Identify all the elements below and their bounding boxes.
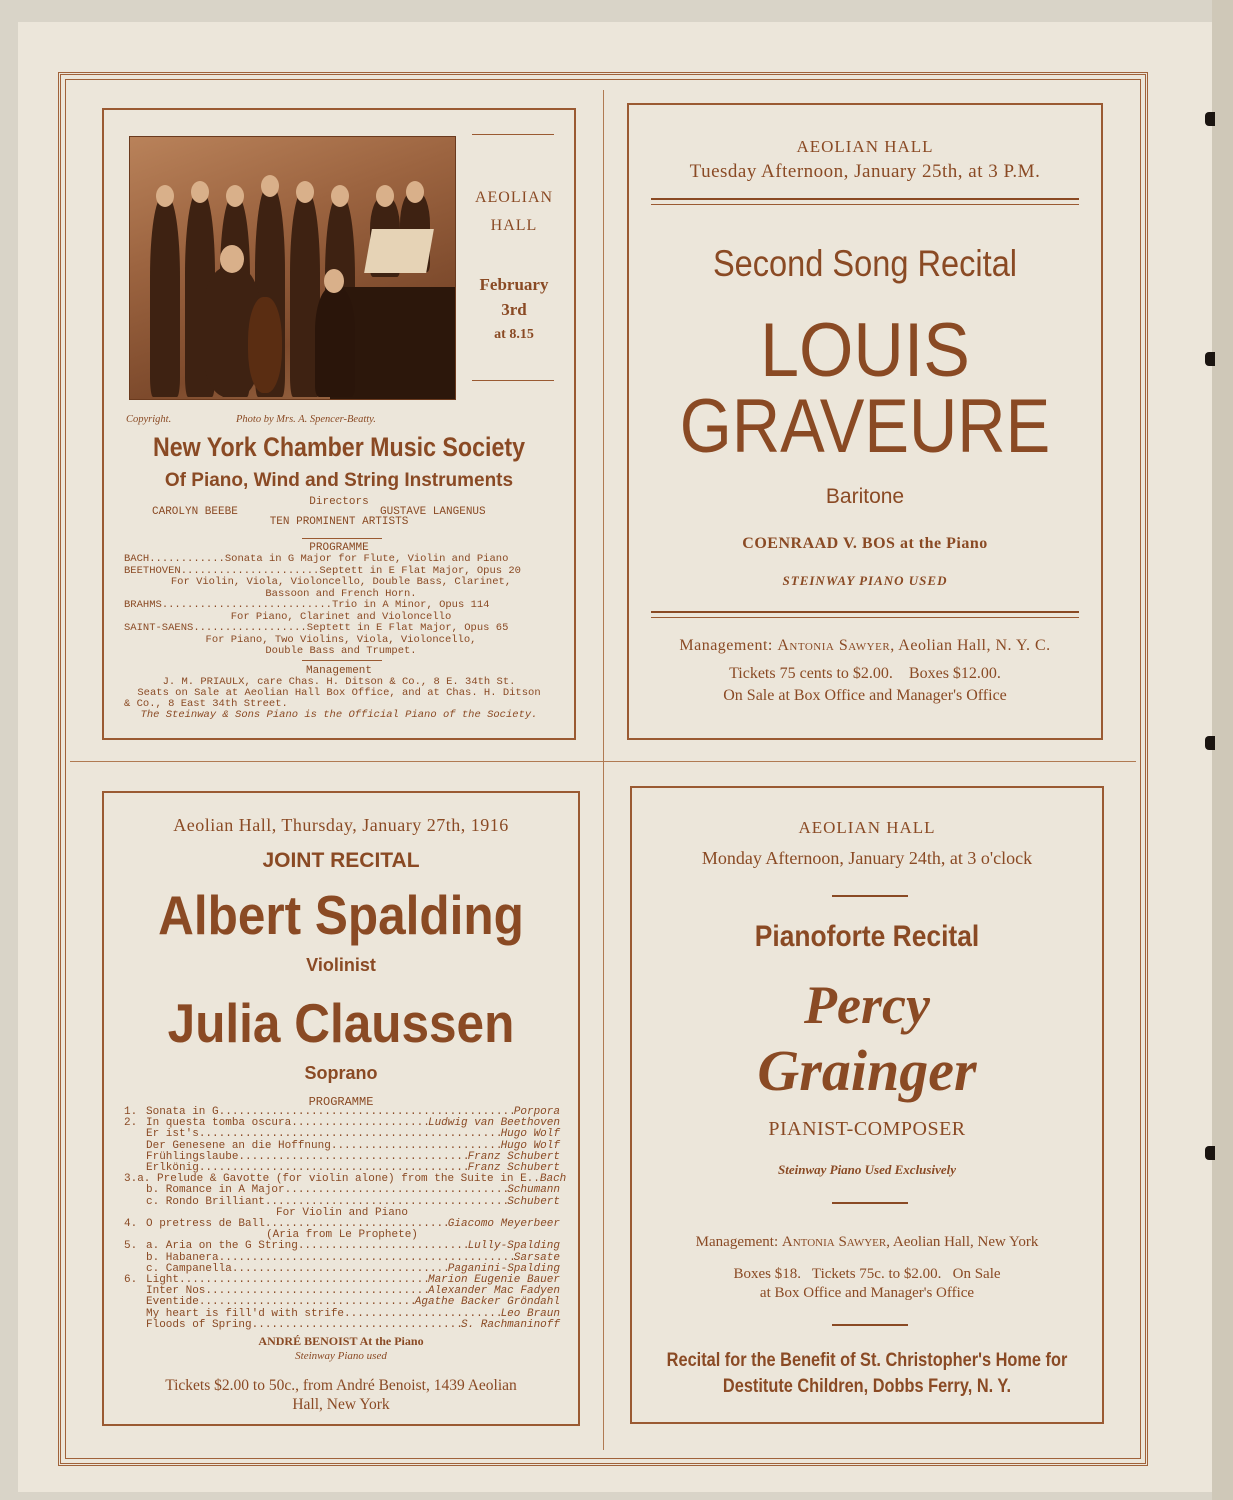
composer: Agathe Backer Gröndahl: [414, 1296, 560, 1309]
programme-list: [124, 554, 558, 658]
event-title: Pianoforte Recital: [754, 920, 980, 953]
work-title: Sonata in G: [146, 1106, 219, 1118]
work-title: Der Genesene an die Hoffnung: [146, 1139, 331, 1152]
programme-item: [124, 1185, 560, 1196]
ticket-line: Boxes $18. Tickets 75c. to $2.00. On Sale: [733, 1266, 1001, 1282]
chamber-music-ad: [102, 108, 576, 740]
programme-item: [124, 1297, 560, 1308]
leader-dots: [298, 1241, 468, 1252]
composer: Schubert: [507, 1195, 560, 1208]
work-title: b. Romance in A Major: [146, 1184, 285, 1197]
manager-line: J. M. PRIAULX, care Chas. H. Ditson & Co., 8 E. 34th St.: [162, 676, 516, 688]
leader-dots: ...........................: [161, 599, 332, 611]
leader-dots: [252, 1320, 461, 1331]
row-divider: [70, 761, 1136, 762]
manager-name: Antonia Sawyer: [781, 1234, 887, 1250]
item-number: [124, 1185, 146, 1196]
seats-line: & Co., 8 East 34th Street.: [124, 698, 288, 710]
binding-spine: [1212, 0, 1233, 1500]
item-number: 5.: [124, 1240, 138, 1253]
work-title: O pretress de Ball: [146, 1218, 265, 1231]
accompanist-line: ANDRÉ BENOIST At the Piano: [258, 1334, 424, 1348]
copyright-note: Copyright.: [126, 414, 172, 425]
leader-dots: [205, 1286, 428, 1297]
management-label: Management:: [679, 637, 773, 654]
leader-dots: [238, 1152, 467, 1163]
ticket-line: Hall, New York: [292, 1396, 390, 1413]
sale-line: On Sale at Box Office and Manager's Office: [723, 687, 1007, 704]
leader-dots: [291, 1118, 428, 1129]
artist-first-name: Percy: [804, 975, 930, 1035]
composer: Giacomo Meyerbeer: [447, 1218, 560, 1231]
composer: S. Rachmaninoff: [460, 1318, 560, 1331]
work-title: Sonata in G Major for Flute, Violin and Piano: [224, 553, 509, 565]
benefit-line: Destitute Children, Dobbs Ferry, N. Y.: [722, 1376, 1012, 1397]
composer: Paganini-Spalding: [447, 1262, 560, 1275]
leader-dots: ............: [149, 553, 225, 565]
event-title: Second Song Recital: [712, 243, 1018, 284]
leader-dots: [199, 1129, 501, 1140]
item-number: 4.: [124, 1218, 138, 1231]
composer: Ludwig van Beethoven: [427, 1117, 560, 1130]
composer: Franz Schubert: [467, 1162, 560, 1175]
work-detail: For Piano, Clarinet and Violoncello: [230, 610, 452, 623]
concert-date: 3rd: [501, 300, 527, 319]
ensemble-photo: [129, 136, 456, 400]
binding-notch: [1205, 736, 1215, 750]
artist-last-name: GRAVEURE: [679, 384, 1051, 469]
concert-datetime: Tuesday Afternoon, January 25th, at 3 P.M.: [689, 161, 1041, 182]
work-title: Frühlingslaube: [146, 1150, 239, 1163]
item-number: [124, 1320, 146, 1331]
directors-label: Directors: [309, 496, 369, 508]
artist-first-name: LOUIS: [760, 308, 970, 393]
composer: BEETHOVEN: [124, 564, 181, 577]
director-name: GUSTAVE LANGENUS: [380, 506, 486, 518]
ticket-prices: Tickets 75 cents to $2.00. Boxes $12.00.: [729, 665, 1001, 682]
spalding-claussen-ad: [102, 791, 580, 1426]
benefit-line: Recital for the Benefit of St. Christopher's Home for: [666, 1350, 1068, 1371]
artist-name: Albert Spalding: [158, 884, 524, 946]
work-title: c. Campanella: [146, 1262, 232, 1275]
item-number: [124, 1253, 146, 1264]
grainger-ad: [630, 786, 1104, 1424]
artist-last-name: Grainger: [757, 1038, 977, 1103]
work-title: a. Prelude & Gavotte (for violin alone) from the Suite in E..: [137, 1173, 540, 1186]
director-name: CAROLYN BEEBE: [152, 506, 238, 518]
seats-line: Seats on Sale at Aeolian Hall Box Office, and at Chas. H. Ditson: [137, 687, 541, 699]
accompanist-line: COENRAAD V. BOS at the Piano: [742, 535, 988, 552]
voice-type: Baritone: [825, 485, 905, 508]
artists-line: TEN PROMINENT ARTISTS: [269, 516, 409, 528]
work-detail: For Piano, Two Violins, Viola, Violoncello,: [205, 633, 477, 646]
programme-item: [124, 577, 558, 589]
venue-title: AEOLIAN HALL: [796, 137, 934, 156]
binding-notch: [1205, 352, 1215, 366]
work-title: Trio in A Minor, Opus 114: [331, 599, 490, 611]
leader-dots: ..................: [193, 622, 307, 634]
photo-credit: Photo by Mrs. A. Spencer-Beatty.: [236, 414, 376, 425]
composer: Alexander Mac Fadyen: [427, 1285, 560, 1298]
management-label: Management: [305, 665, 372, 677]
work-title: Septett in E Flat Major, Opus 65: [306, 622, 509, 634]
work-title: Floods of Spring: [146, 1318, 252, 1331]
work-title: c. Rondo Brilliant: [146, 1195, 265, 1208]
composer: BRAHMS: [124, 599, 162, 611]
composer: Leo Braun: [500, 1307, 560, 1320]
composer: Sarsate: [513, 1251, 560, 1264]
management-label: Management:: [695, 1234, 779, 1250]
programme-item: [124, 1129, 560, 1140]
composer: Lully-Spalding: [467, 1240, 560, 1253]
artist-role: Soprano: [304, 1063, 378, 1083]
item-number: 1.: [124, 1106, 138, 1118]
recital-type: JOINT RECITAL: [262, 849, 420, 872]
piano-note: Steinway Piano used: [295, 1350, 387, 1362]
work-detail: Bassoon and French Horn.: [265, 587, 417, 600]
management-line: [632, 1234, 1102, 1251]
artist-role: Violinist: [306, 955, 376, 975]
society-subtitle: Of Piano, Wind and String Instruments: [164, 470, 514, 491]
work-title: Er ist's: [146, 1128, 199, 1141]
item-number: [124, 1286, 146, 1297]
work-title: In questa tomba oscura: [146, 1117, 292, 1130]
concert-date: February: [479, 275, 549, 294]
item-number: 6.: [124, 1274, 138, 1287]
item-number: [124, 1152, 146, 1163]
leader-dots: ......................: [180, 564, 320, 577]
concert-time: at 8.15: [494, 327, 534, 342]
composer: Bach: [539, 1173, 567, 1186]
composer: Hugo Wolf: [500, 1139, 560, 1152]
column-divider: [603, 90, 604, 1450]
programme-item: [124, 600, 558, 612]
composer: Schumann: [507, 1184, 560, 1197]
item-number: [124, 1297, 146, 1308]
manager-name: Antonia Sawyer: [777, 637, 891, 654]
work-title: My heart is fill'd with strife: [146, 1307, 345, 1320]
programme-item: [124, 1320, 560, 1331]
ticket-line: Tickets $2.00 to 50c., from André Benoist, 1439 Aeolian: [165, 1377, 517, 1394]
work-title: Erlkönig: [146, 1162, 199, 1175]
concert-datetime: Monday Afternoon, January 24th, at 3 o'clock: [701, 848, 1033, 868]
programme-label: PROGRAMME: [309, 542, 369, 554]
programme-item: [124, 554, 558, 566]
composer: Marion Eugenie Bauer: [427, 1274, 560, 1287]
piano-note: Steinway Piano Used Exclusively: [777, 1162, 957, 1177]
work-title: Light: [146, 1274, 180, 1287]
work-detail: (Aria from Le Prophete): [266, 1229, 418, 1242]
programme-label: PROGRAMME: [308, 1095, 374, 1109]
artist-name: Julia Claussen: [167, 992, 515, 1054]
binding-notch: [1205, 1146, 1215, 1160]
programme-list: [124, 1106, 567, 1331]
programme-item: [124, 1241, 560, 1252]
leader-dots: [285, 1185, 508, 1196]
item-number: 3.: [124, 1173, 138, 1186]
artist-role: PIANIST-COMPOSER: [768, 1118, 966, 1140]
item-number: [124, 1309, 146, 1320]
management-address: , Aeolian Hall, N. Y. C.: [890, 637, 1051, 654]
programme-item: [124, 623, 558, 635]
work-title: Inter Nos: [146, 1285, 206, 1298]
work-title: a. Aria on the G String: [146, 1240, 298, 1253]
item-number: [124, 1129, 146, 1140]
leader-dots: [232, 1264, 448, 1275]
work-title: Septett in E Flat Major, Opus 20: [319, 564, 521, 577]
composer: Franz Schubert: [467, 1150, 560, 1163]
programme-item: [124, 646, 558, 658]
venue-title: AEOLIAN HALL: [798, 818, 936, 837]
society-title: New York Chamber Music Society: [152, 432, 526, 462]
ticket-line: at Box Office and Manager's Office: [759, 1285, 975, 1301]
graveure-ad: [627, 103, 1103, 740]
item-number: [124, 1141, 146, 1152]
composer: SAINT-SAENS: [124, 622, 194, 634]
work-detail: For Violin, Viola, Violoncello, Double Bass, Clarinet,: [170, 576, 512, 588]
binding-notch: [1205, 112, 1215, 126]
composer: Porpora: [513, 1106, 560, 1118]
work-title: Eventide: [146, 1296, 199, 1309]
work-detail: For Violin and Piano: [275, 1206, 409, 1219]
item-number: 2.: [124, 1117, 138, 1130]
leader-dots: [179, 1275, 428, 1286]
management-line: [629, 637, 1101, 655]
venue-line: AEOLIAN: [474, 189, 554, 206]
piano-note: STEINWAY PIANO USED: [782, 573, 948, 588]
concert-header: Aeolian Hall, Thursday, January 27th, 1916: [173, 815, 509, 835]
work-detail: Double Bass and Trumpet.: [265, 645, 417, 657]
official-piano-note: The Steinway & Sons Piano is the Official Piano of the Society.: [140, 709, 538, 721]
composer: Hugo Wolf: [500, 1128, 560, 1141]
item-number: [124, 1197, 146, 1208]
work-title: b. Habanera: [146, 1251, 219, 1264]
composer: BACH: [124, 553, 150, 565]
management-address: , Aeolian Hall, New York: [886, 1234, 1039, 1250]
leader-dots: [199, 1297, 415, 1308]
venue-line: HALL: [490, 217, 538, 234]
